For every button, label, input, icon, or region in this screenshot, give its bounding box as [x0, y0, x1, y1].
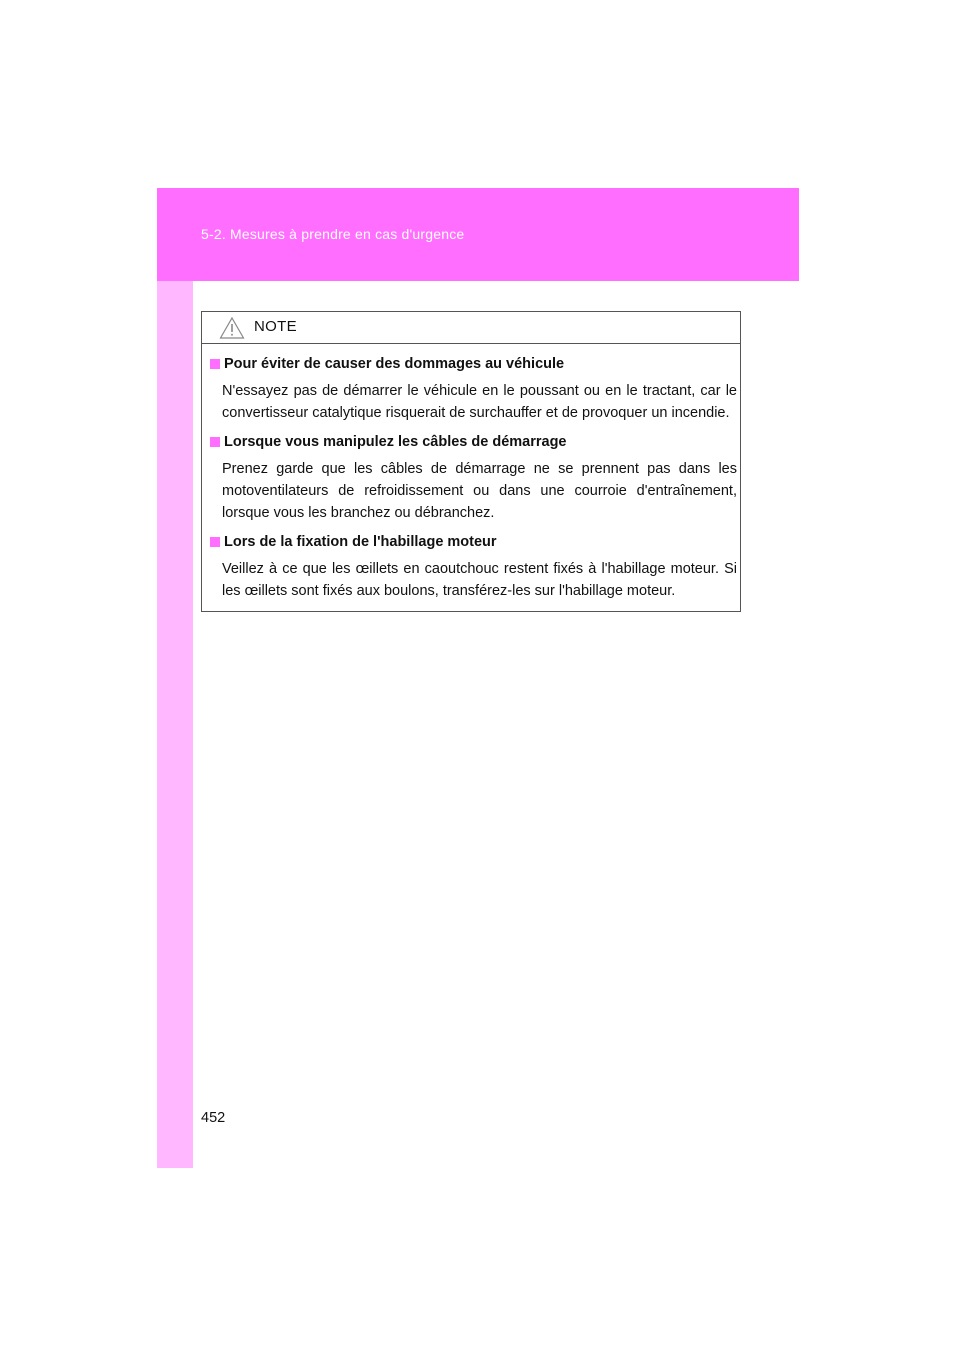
note-item-heading [202, 354, 740, 375]
side-color-strip [157, 188, 193, 1168]
page-number: 452 [201, 1110, 226, 1126]
note-item-text: Veillez à ce que les œillets en caoutchouc restent fixés à l'habillage moteur. Si les œillets sont fixés aux boulons, transférez-les sur l'habillage moteur. [222, 561, 737, 599]
note-item-heading [202, 432, 740, 453]
note-box [201, 311, 741, 612]
note-item-heading-text: Pour éviter de causer des dommages au véhicule [224, 356, 565, 372]
note-item-heading-text: Lorsque vous manipulez les câbles de démarrage [224, 434, 567, 450]
square-bullet-icon [210, 437, 220, 447]
note-header [202, 312, 740, 344]
square-bullet-icon [210, 359, 220, 369]
warning-triangle-icon [219, 316, 245, 340]
note-body [202, 344, 740, 602]
note-item-text: Prenez garde que les câbles de démarrage ne se prennent pas dans les motoventilateurs de refroidissement ou dans une courroie d'entraînement, lorsque vous les branchez ou débranchez. [222, 461, 737, 521]
note-title: NOTE [254, 318, 297, 335]
note-item-heading [202, 532, 740, 553]
note-item [202, 354, 740, 424]
note-item-heading-text: Lors de la fixation de l'habillage moteur [224, 534, 497, 550]
note-item-text: N'essayez pas de démarrer le véhicule en le poussant ou en le tractant, car le convertisseur catalytique risquerait de surchauffer et de provoquer un incendie. [222, 383, 737, 421]
square-bullet-icon [210, 537, 220, 547]
note-item [202, 432, 740, 524]
note-item [202, 532, 740, 602]
section-title: 5-2. Mesures à prendre en cas d'urgence [201, 226, 465, 242]
